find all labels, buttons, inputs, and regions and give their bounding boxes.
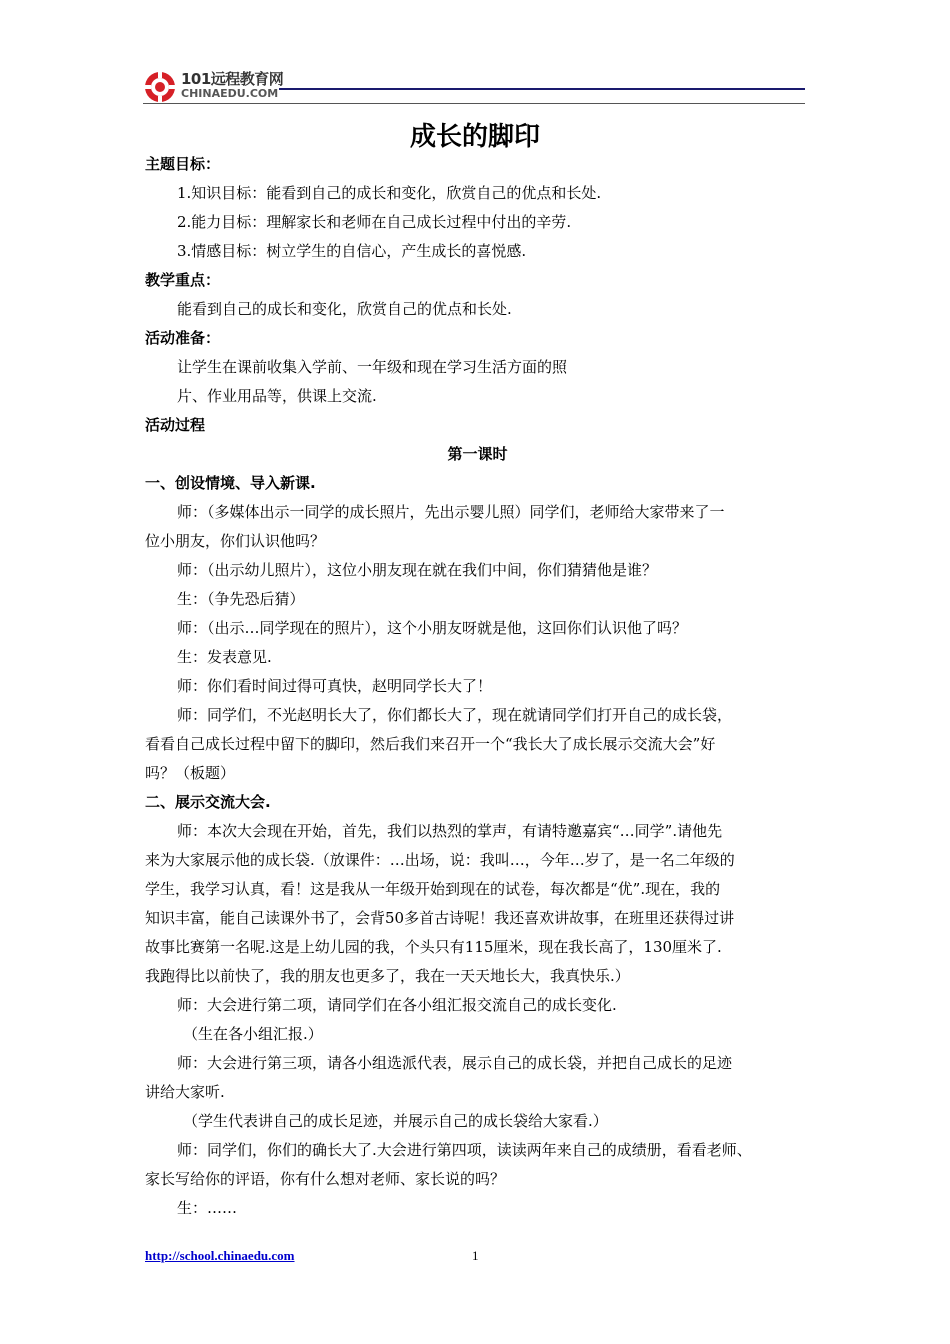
header-divider: [279, 88, 805, 90]
paragraph-line: 来为大家展示他的成长袋.（放课件：…出场，说：我叫…，今年…岁了，是一名二年级的: [145, 851, 735, 869]
part2-heading: 二、展示交流大会.: [145, 793, 271, 811]
focus-heading: 教学重点：: [145, 271, 221, 289]
page-header: [143, 66, 805, 106]
prep-line-2: 片、作业用品等，供课上交流.: [177, 387, 377, 405]
paragraph-line: 故事比赛第一名呢.这是上幼儿园的我，个头只有115厘米，现在我长高了，130厘米了.: [145, 938, 722, 956]
part1-heading: 一、创设情境、导入新课.: [145, 474, 316, 492]
paragraph-line: 师：大会进行第二项，请同学们在各小组汇报交流自己的成长变化.: [177, 996, 617, 1014]
header-divider-thin: [143, 103, 805, 104]
goal-1: 1.知识目标：能看到自己的成长和变化，欣赏自己的优点和长处.: [177, 184, 602, 202]
paragraph-line: 位小朋友，你们认识他吗？: [145, 532, 326, 550]
paragraph-line: 生：……: [177, 1199, 238, 1217]
goal-3: 3.情感目标：树立学生的自信心，产生成长的喜悦感.: [177, 242, 527, 260]
lesson-title: 第一课时: [447, 445, 508, 463]
paragraph-line: （学生代表讲自己的成长足迹，并展示自己的成长袋给大家看.）: [183, 1112, 608, 1130]
logo-icon: [143, 70, 177, 104]
focus-text: 能看到自己的成长和变化，欣赏自己的优点和长处.: [177, 300, 512, 318]
page-title: 成长的脚印: [409, 122, 540, 152]
page-footer: [145, 1248, 810, 1264]
paragraph-line: 师：（出示…同学现在的照片），这个小朋友呀就是他，这回你们认识他了吗？: [177, 619, 688, 637]
paragraph-line: 知识丰富，能自己读课外书了，会背50多首古诗呢！我还喜欢讲故事，在班里还获得过讲: [145, 909, 735, 927]
paragraph-line: 师：同学们，不光赵明长大了，你们都长大了，现在就请同学们打开自己的成长袋，: [177, 706, 733, 724]
footer-link[interactable]: http://school.chinaedu.com: [145, 1248, 295, 1263]
paragraph-line: 生：（争先恐后猜）: [177, 590, 305, 608]
paragraph-line: 师：（出示幼儿照片），这位小朋友现在就在我们中间，你们猜猜他是谁？: [177, 561, 658, 579]
prep-line-1: 让学生在课前收集入学前、一年级和现在学习生活方面的照: [177, 358, 568, 376]
prep-heading: 活动准备：: [145, 329, 221, 347]
paragraph-line: 师：同学们，你们的确长大了.大会进行第四项，读读两年来自己的成绩册，看看老师、: [177, 1141, 752, 1159]
paragraph-line: 吗？（板题）: [145, 764, 236, 782]
paragraph-line: 家长写给你的评语，你有什么想对老师、家长说的吗？: [145, 1170, 506, 1188]
logo-subtext: CHINAEDU.COM: [181, 87, 279, 100]
logo-text: 101远程教育网: [181, 70, 284, 88]
paragraph-line: 师：你们看时间过得可真快，赵明同学长大了！: [177, 677, 493, 695]
goal-2: 2.能力目标：理解家长和老师在自己成长过程中付出的辛劳.: [177, 213, 572, 231]
paragraph-line: （生在各小组汇报.）: [183, 1025, 323, 1043]
document-body: [145, 150, 810, 1223]
paragraph-line: 师：（多媒体出示一同学的成长照片，先出示婴儿照）同学们，老师给大家带来了一: [177, 503, 725, 521]
process-heading: 活动过程: [145, 416, 206, 434]
paragraph-line: 我跑得比以前快了，我的朋友也更多了，我在一天天地长大，我真快乐.）: [145, 967, 630, 985]
paragraph-line: 讲给大家听.: [145, 1083, 225, 1101]
paragraph-line: 学生，我学习认真，看！这是我从一年级开始到现在的试卷，每次都是“优”.现在，我的: [145, 880, 721, 898]
paragraph-line: 师：大会进行第三项，请各小组选派代表，展示自己的成长袋，并把自己成长的足迹: [177, 1054, 733, 1072]
paragraph-line: 看看自己成长过程中留下的脚印，然后我们来召开一个“我长大了成长展示交流大会”好: [145, 735, 716, 753]
paragraph-line: 生：发表意见.: [177, 648, 272, 666]
paragraph-line: 师：本次大会现在开始，首先，我们以热烈的掌声，有请特邀嘉宾“…同学”.请他先: [177, 822, 723, 840]
page-number: 1: [472, 1248, 479, 1263]
goals-heading: 主题目标：: [145, 155, 221, 173]
